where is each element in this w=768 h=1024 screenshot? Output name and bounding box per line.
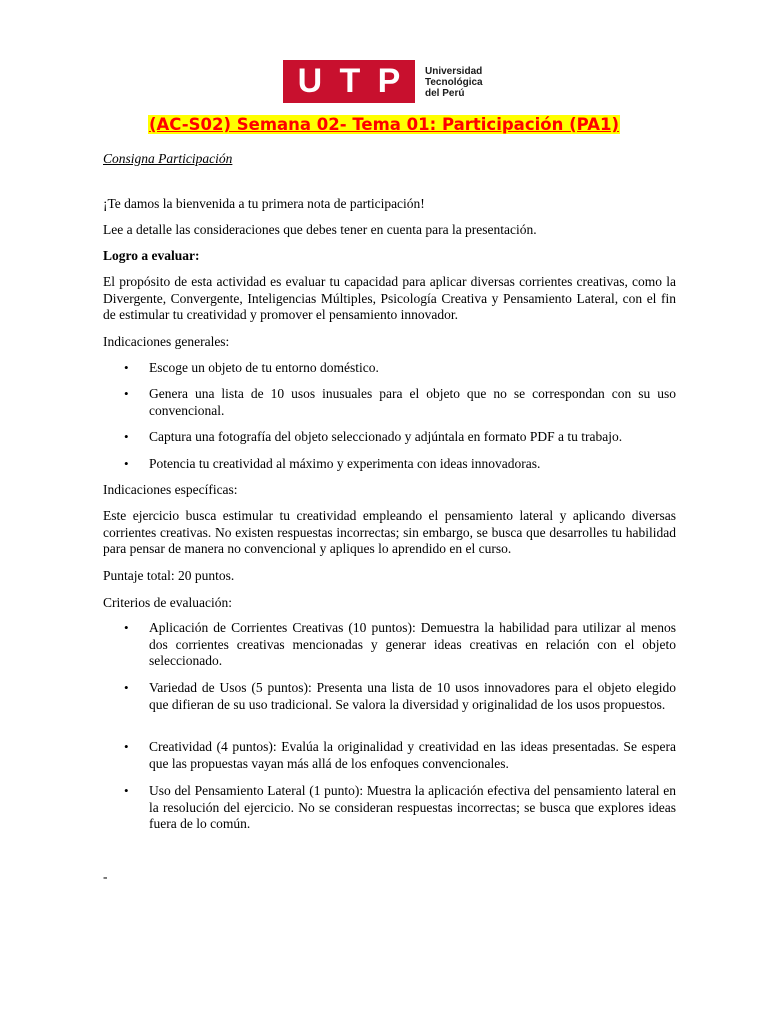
list-item-text: Uso del Pensamiento Lateral (1 punto): Muestra la aplicación efectiva del pensamiento lateral en la resolución del ejercicio. No se consideran respuestas incorrectas; se busca que explores ideas fuera de lo común. [149,783,676,831]
bullet-dot: • [124,620,129,635]
consigna-heading: Consigna Participación [103,151,233,166]
bullet-dot: • [124,360,129,375]
utp-logo [283,60,487,103]
bullet-dot: • [124,456,129,471]
list-item-text: Genera una lista de 10 usos inusuales para el objeto que no se correspondan con su uso convencional. [149,386,676,418]
criterios-heading: Criterios de evaluación: [103,595,232,610]
page-title [0,115,768,134]
bullet-dot: • [124,783,129,798]
generales-heading: Indicaciones generales: [103,334,230,349]
logo-name-line: Universidad [425,66,483,77]
especificas-heading: Indicaciones específicas: [103,482,238,497]
utp-logo-mark [283,60,415,103]
logo-letter-t: T [339,62,361,100]
page-title-text: (AC-S02) Semana 02- Tema 01: Participación (PA1) [148,115,619,134]
logro-heading: Logro a evaluar: [103,248,200,263]
welcome-text: ¡Te damos la bienvenida a tu primera nota de participación! [103,196,425,211]
list-item-text: Creatividad (4 puntos): Evalúa la originalidad y creatividad en las ideas presentadas. Se espera que las propuestas vayan más allá de los enfoques convencionales. [149,739,676,771]
logo-letter-u: U [297,62,323,100]
logro-text: El propósito de esta actividad es evaluar tu capacidad para aplicar diversas corrientes creativas, como la Divergente, Convergente, Inteligencias Múltiples, Psicología Creativa y Pensamiento Lateral, con el fin de estimular tu creatividad y promover el pensamiento innovador. [103,274,676,322]
list-item-text: Aplicación de Corrientes Creativas (10 puntos): Demuestra la habilidad para utilizar al menos dos corrientes creativas mencionadas y generar ideas creativas en relación con el objeto seleccionado. [149,620,676,668]
bullet-dot: • [124,386,129,401]
utp-logo-name [425,66,483,99]
bullet-dot: • [124,739,129,754]
logo-name-line: del Perú [425,88,465,99]
bullet-dot: • [124,429,129,444]
list-item-text: Variedad de Usos (5 puntos): Presenta una lista de 10 usos innovadores para el objeto elegido que difieran de su uso tradicional. Se valora la diversidad y originalidad de los usos propuestos. [149,680,676,712]
intro-text: Lee a detalle las consideraciones que debes tener en cuenta para la presentación. [103,222,537,237]
puntaje-text: Puntaje total: 20 puntos. [103,568,235,583]
bullet-dot: • [124,680,129,695]
logo-name-line: Tecnológica [425,77,483,88]
list-item-text: Escoge un objeto de tu entorno doméstico. [149,360,379,375]
list-item-text: Captura una fotografía del objeto seleccionado y adjúntala en formato PDF a tu trabajo. [149,429,623,444]
logo-letter-p: P [377,62,401,100]
especificas-text: Este ejercicio busca estimular tu creatividad empleando el pensamiento lateral y aplicando diversas corrientes creativas. No existen respuestas incorrectas; sin embargo, se busca que desarrolles tu habilidad para pensar de manera no convencional y apliques lo aprendido en el curso. [103,508,676,556]
list-item-text: Potencia tu creatividad al máximo y experimenta con ideas innovadoras. [149,456,541,471]
footer-dash: - [103,869,108,884]
